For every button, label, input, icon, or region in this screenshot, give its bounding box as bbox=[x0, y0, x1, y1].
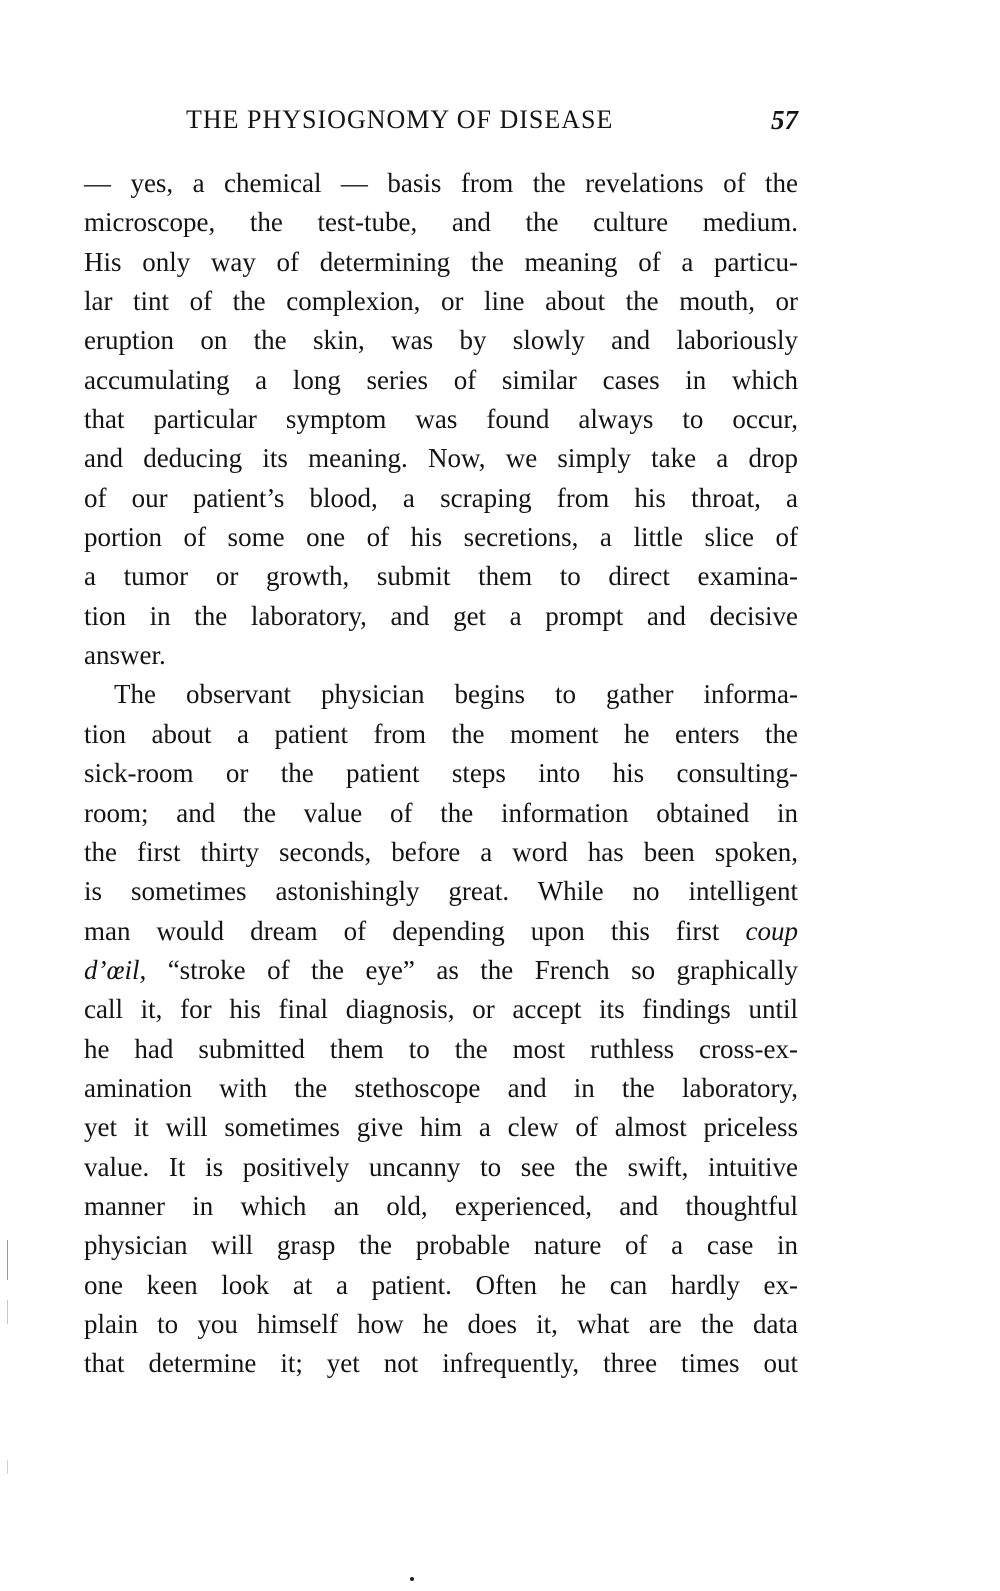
text-line: microscope, the test-tube, and the culture medium. bbox=[84, 207, 798, 238]
text-line: physician will grasp the probable nature of a case in bbox=[84, 1230, 798, 1261]
text-line: and deducing its meaning. Now, we simply take a drop bbox=[84, 443, 798, 474]
text-line: yet it will sometimes give him a clew of almost priceless bbox=[84, 1112, 798, 1143]
text-line: is sometimes astonishingly great. While no intelligent bbox=[84, 876, 798, 907]
text-line: one keen look at a patient. Often he can hardly ex- bbox=[84, 1269, 798, 1300]
text-line: call it, for his final diagnosis, or accept its findings until bbox=[84, 994, 798, 1025]
text-line-with-italic bbox=[84, 951, 798, 990]
text-line: he had submitted them to the most ruthless cross-ex- bbox=[84, 1033, 798, 1064]
text-line: portion of some one of his secretions, a little slice of bbox=[84, 522, 798, 553]
italic-phrase: d’œil, bbox=[84, 954, 147, 985]
text-line: — yes, a chemical — basis from the revelations of the bbox=[84, 168, 798, 198]
line-text: “stroke of the eye” as the French so graphically bbox=[146, 954, 798, 985]
scan-margin-mark bbox=[7, 1460, 8, 1474]
text-line: the first thirty seconds, before a word has been spoken, bbox=[84, 836, 798, 867]
text-line: value. It is positively uncanny to see the swift, intuitive bbox=[84, 1151, 798, 1182]
scan-speck bbox=[410, 1577, 414, 1581]
scan-margin-mark bbox=[7, 1240, 8, 1280]
text-line: of our patient’s blood, a scraping from his throat, a bbox=[84, 482, 798, 513]
text-line: accumulating a long series of similar cases in which bbox=[84, 364, 798, 395]
text-line: eruption on the skin, was by slowly and laboriously bbox=[84, 325, 798, 356]
running-head-title: THE PHYSIOGNOMY OF DISEASE bbox=[186, 105, 614, 134]
text-line: that particular symptom was found always to occur, bbox=[84, 404, 798, 435]
paragraph-2 bbox=[84, 675, 798, 1383]
text-line: lar tint of the complexion, or line about the mouth, or bbox=[84, 286, 798, 317]
text-line: answer. bbox=[84, 640, 166, 671]
text-line: His only way of determining the meaning of a particu- bbox=[84, 246, 798, 277]
paragraph-1 bbox=[84, 164, 798, 675]
text-line: tion about a patient from the moment he enters the bbox=[84, 718, 798, 749]
text-line: manner in which an old, experienced, and thoughtful bbox=[84, 1190, 798, 1221]
text-line-with-italic bbox=[84, 912, 798, 951]
text-line: plain to you himself how he does it, what are the data bbox=[84, 1308, 798, 1339]
page-number: 57 bbox=[771, 105, 798, 135]
italic-phrase: coup bbox=[745, 915, 798, 946]
text-line: The observant physician begins to gather informa- bbox=[114, 679, 798, 710]
scan-margin-mark bbox=[7, 1300, 8, 1324]
text-line: amination with the stethoscope and in the laboratory, bbox=[84, 1072, 798, 1103]
text-line: tion in the laboratory, and get a prompt and decisive bbox=[84, 600, 798, 631]
running-head bbox=[84, 100, 798, 140]
text-line: that determine it; yet not infrequently, three times out bbox=[84, 1348, 798, 1379]
page-body bbox=[84, 164, 798, 1384]
text-line: room; and the value of the information obtained in bbox=[84, 797, 798, 828]
text-line: sick-room or the patient steps into his consulting- bbox=[84, 758, 798, 789]
line-text: man would dream of depending upon this first bbox=[84, 915, 746, 946]
text-line: a tumor or growth, submit them to direct examina- bbox=[84, 561, 798, 592]
